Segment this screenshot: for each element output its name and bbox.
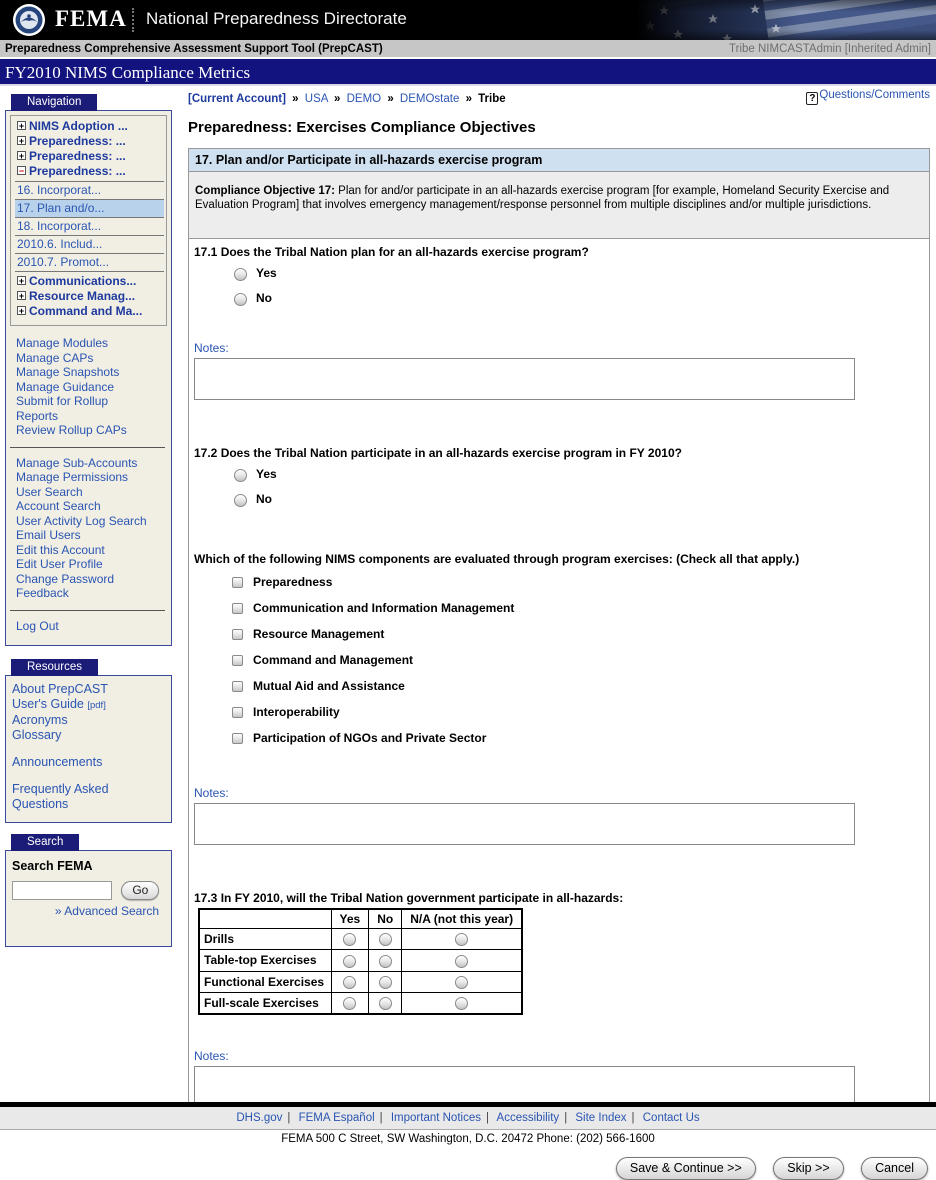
sidebar-item-reports[interactable]: Reports [16, 408, 59, 423]
compliance-objective-text: Plan for and/or participate in an all-hazards exercise program [for example, Homeland Security Exercise and Evaluation Program] that involves emergency management/response personnel from multiple disciplines and/or multiple jurisdictions. [195, 185, 890, 211]
advanced-search-link[interactable]: » Advanced Search [54, 904, 159, 918]
main-content [188, 86, 930, 1180]
compliance-objective [189, 172, 929, 239]
col-header-na: N/A (not this year) [402, 909, 522, 929]
checkbox-row [232, 704, 923, 722]
question-17-1-text: 17.1 Does the Tribal Nation plan for an all-hazards exercise program? [194, 245, 589, 259]
sidebar-item-submit-for-rollup[interactable]: Submit for Rollup [16, 394, 109, 408]
nav-tree-child-16[interactable]: 16. Incorporat... [15, 181, 164, 199]
app-title: Preparedness Comprehensive Assessment Support Tool (PrepCAST) [5, 43, 383, 55]
footer-link-notices[interactable]: Important Notices [390, 1112, 481, 1124]
table-row-fullscale [199, 992, 522, 1014]
divider [10, 447, 165, 448]
pipe-separator: | [379, 1112, 383, 1124]
sidebar-item-manage-guidance[interactable]: Manage Guidance [16, 379, 115, 394]
app-bar [0, 40, 936, 59]
row-label: Full-scale Exercises [199, 992, 331, 1014]
checkbox-label: Preparedness [253, 575, 333, 589]
nav-tree-item[interactable] [15, 274, 164, 289]
radio-drills-na[interactable] [455, 933, 468, 946]
breadcrumb-demostate[interactable]: DEMOstate [399, 93, 460, 105]
notes-label: Notes: [194, 341, 229, 355]
checkbox-label: Mutual Aid and Assistance [253, 679, 405, 693]
q17-2-option-yes [234, 467, 923, 485]
checkbox-row [232, 600, 923, 618]
sidebar-item-about-prepcast[interactable]: About PrepCAST [12, 682, 108, 696]
nav-tree-child-18[interactable]: 18. Incorporat... [15, 217, 164, 235]
all-hazards-table [198, 908, 523, 1015]
search-fema-label: Search FEMA [12, 859, 93, 873]
sidebar-item-user-activity-log-search[interactable]: User Activity Log Search [16, 513, 147, 528]
radio-fullscale-na[interactable] [455, 997, 468, 1010]
nav-tree-item-label[interactable]: Resource Manag... [29, 289, 136, 303]
nav-tree-item-label[interactable]: Command and Ma... [29, 304, 143, 318]
questions-comments-label: Questions/Comments [819, 89, 930, 101]
collapse-minus-icon[interactable]: − [18, 166, 25, 176]
question-17-3-text: 17.3 In FY 2010, will the Tribal Nation government participate in all-hazards: [194, 891, 624, 905]
nav-tree-item[interactable] [15, 304, 164, 319]
checkbox-row [232, 652, 923, 670]
footer-address: FEMA 500 C Street, SW Washington, D.C. 20472 Phone: (202) 566-1600 [0, 1130, 936, 1149]
pdf-tag: [pdf] [87, 700, 106, 711]
question-container [188, 148, 930, 1149]
sidebar-item-user-search[interactable]: User Search [16, 484, 83, 499]
checkbox-label: Communication and Information Management [253, 601, 515, 615]
dhs-seal-icon [12, 3, 46, 40]
section-header: 17. Plan and/or Participate in all-hazards exercise program [189, 149, 929, 172]
nav-links-group-1 [10, 334, 167, 442]
questions-comments-link[interactable] [806, 89, 930, 105]
table-row-functional [199, 971, 522, 992]
help-bubble-icon: ? [806, 92, 818, 105]
footer [0, 1102, 936, 1149]
sidebar-item-change-password[interactable]: Change Password [16, 571, 115, 586]
sidebar [5, 94, 172, 947]
radio-tabletop-na[interactable] [455, 955, 468, 968]
sidebar-item-users-guide[interactable] [12, 697, 167, 713]
sidebar-item-account-search[interactable]: Account Search [16, 499, 101, 513]
footer-link-espanol[interactable]: FEMA Español [298, 1112, 375, 1124]
q17-1-option-yes [234, 266, 923, 284]
nav-tree-child-17-selected[interactable]: 17. Plan and/o... [15, 199, 164, 217]
user-status: Tribe NIMCASTAdmin [Inherited Admin] [729, 43, 931, 55]
nav-tree-children [15, 181, 164, 272]
radio-tabletop-yes[interactable] [343, 955, 356, 968]
checkbox-resource-management[interactable] [232, 629, 243, 640]
nav-tree [10, 115, 167, 326]
expand-plus-icon[interactable]: + [18, 121, 25, 131]
sidebar-item-announcements[interactable]: Announcements [12, 755, 103, 769]
footer-link-contact[interactable]: Contact Us [642, 1112, 700, 1124]
q17-1-option-no [234, 291, 923, 309]
radio-yes[interactable] [234, 469, 247, 482]
sidebar-item-manage-modules[interactable]: Manage Modules [16, 336, 109, 350]
checkbox-label: Command and Management [253, 653, 414, 667]
fema-wordmark: FEMA [55, 6, 127, 31]
us-flag-image [636, 0, 936, 40]
sidebar-item-acronyms[interactable]: Acronyms [12, 713, 68, 727]
users-guide-label: User's Guide [12, 697, 84, 711]
checkbox-interoperability[interactable] [232, 707, 243, 718]
footer-link-site-index[interactable]: Site Index [575, 1112, 627, 1124]
nims-components-prompt: Which of the following NIMS components are evaluated through program exercises: (Check all that apply.) [194, 552, 800, 566]
radio-no-label: No [256, 492, 272, 506]
expand-plus-icon[interactable]: + [18, 151, 25, 161]
checkbox-row [232, 730, 923, 748]
checkbox-row [232, 626, 923, 644]
pipe-separator: | [631, 1112, 635, 1124]
nav-tree-item-label[interactable]: Preparedness: ... [29, 164, 126, 178]
search-input[interactable] [12, 881, 112, 900]
checkbox-row [232, 678, 923, 696]
radio-drills-no[interactable] [379, 933, 392, 946]
nav-tree-child-2010-7[interactable]: 2010.7. Promot... [15, 253, 164, 271]
col-header-yes: Yes [331, 909, 369, 929]
sidebar-item-log-out[interactable]: Log Out [16, 618, 59, 633]
sidebar-item-manage-snapshots[interactable]: Manage Snapshots [16, 365, 120, 379]
sidebar-item-manage-caps[interactable]: Manage CAPs [16, 350, 94, 365]
nav-tree-item-label[interactable]: Preparedness: ... [29, 134, 126, 148]
nav-links-group-2 [10, 454, 167, 605]
sidebar-item-edit-this-account[interactable]: Edit this Account [16, 542, 105, 557]
checkbox-label: Participation of NGOs and Private Sector [253, 731, 487, 745]
q17-2-option-no [234, 492, 923, 510]
row-label: Table-top Exercises [199, 950, 331, 971]
checkbox-mutual-aid[interactable] [232, 681, 243, 692]
checkbox-label: Resource Management [253, 627, 385, 641]
notes-textarea-components[interactable] [194, 803, 855, 845]
radio-yes-label: Yes [256, 266, 277, 280]
nav-tree-item[interactable] [15, 119, 164, 134]
table-corner-cell [199, 909, 331, 929]
nav-tree-child-2010-6[interactable]: 2010.6. Includ... [15, 235, 164, 253]
notes-label: Notes: [194, 1049, 229, 1064]
nav-tree-item-label[interactable]: NIMS Adoption ... [29, 119, 128, 133]
radio-drills-yes[interactable] [343, 933, 356, 946]
breadcrumb-usa[interactable]: USA [304, 93, 328, 105]
col-header-no: No [369, 909, 402, 929]
resources-panel [5, 675, 172, 823]
table-header-row [199, 909, 522, 929]
nav-tree-item-label[interactable]: Communications... [29, 274, 137, 288]
expand-plus-icon[interactable]: + [18, 276, 25, 286]
navigation-panel-title: Navigation [11, 94, 97, 111]
row-label: Drills [199, 929, 331, 950]
divider [10, 610, 165, 611]
navigation-panel [5, 110, 172, 646]
nav-tree-item[interactable] [15, 289, 164, 304]
breadcrumb-separator: » [292, 93, 299, 105]
save-continue-button[interactable]: Save & Continue >> [616, 1157, 756, 1180]
sidebar-item-edit-user-profile[interactable]: Edit User Profile [16, 557, 103, 571]
radio-fullscale-yes[interactable] [343, 997, 356, 1010]
sidebar-item-review-rollup-caps[interactable]: Review Rollup CAPs [16, 423, 127, 437]
checkbox-label: Interoperability [253, 705, 340, 719]
footer-links [0, 1107, 936, 1130]
breadcrumb-separator: » [387, 93, 394, 105]
sidebar-item-faq[interactable]: Frequently Asked Questions [12, 782, 109, 811]
radio-fullscale-no[interactable] [379, 997, 392, 1010]
radio-tabletop-no[interactable] [379, 955, 392, 968]
nav-tree-item-label[interactable]: Preparedness: ... [29, 149, 126, 163]
breadcrumb-separator: » [334, 93, 341, 105]
radio-yes-label: Yes [256, 467, 277, 481]
nav-tree-item[interactable] [15, 134, 164, 149]
radio-no[interactable] [234, 494, 247, 507]
resources-panel-title: Resources [11, 659, 98, 676]
checkbox-row [232, 574, 923, 592]
nav-links-group-3 [10, 617, 167, 638]
sidebar-item-glossary[interactable]: Glossary [12, 728, 62, 742]
radio-no[interactable] [234, 293, 247, 306]
breadcrumb-current-account[interactable]: [Current Account] [188, 93, 286, 105]
table-row-drills [199, 929, 522, 950]
expand-plus-icon[interactable]: + [18, 306, 25, 316]
breadcrumb-separator: » [465, 93, 472, 105]
cancel-button[interactable]: Cancel [861, 1157, 928, 1180]
expand-plus-icon[interactable]: + [18, 136, 25, 146]
breadcrumb-demo[interactable]: DEMO [346, 93, 382, 105]
pipe-separator: | [485, 1112, 489, 1124]
masthead-divider [132, 8, 134, 32]
skip-button[interactable]: Skip >> [773, 1157, 843, 1180]
breadcrumb-current-tribe: Tribe [478, 93, 506, 105]
checkbox-ngo-participation[interactable] [232, 733, 243, 744]
breadcrumb [188, 89, 930, 105]
sidebar-item-manage-permissions[interactable]: Manage Permissions [16, 470, 129, 484]
sidebar-item-manage-sub-accounts[interactable]: Manage Sub-Accounts [16, 455, 138, 470]
checkbox-preparedness[interactable] [232, 577, 243, 588]
radio-functional-na[interactable] [455, 976, 468, 989]
directorate-title: National Preparedness Directorate [146, 9, 407, 28]
notes-textarea-17-1[interactable] [194, 358, 855, 400]
go-button[interactable]: Go [121, 881, 159, 900]
radio-yes[interactable] [234, 268, 247, 281]
radio-functional-no[interactable] [379, 976, 392, 989]
search-panel-title: Search [11, 834, 79, 851]
radio-no-label: No [256, 291, 272, 305]
table-row-tabletop [199, 950, 522, 971]
page-title: Preparedness: Exercises Compliance Objectives [188, 119, 536, 136]
pipe-separator: | [287, 1112, 291, 1124]
checkbox-communication[interactable] [232, 603, 243, 614]
question-body [189, 239, 929, 1148]
masthead [0, 0, 936, 40]
radio-functional-yes[interactable] [343, 976, 356, 989]
nav-tree-item-expanded[interactable] [15, 164, 164, 179]
checkbox-command-management[interactable] [232, 655, 243, 666]
page-banner [0, 59, 936, 86]
pipe-separator: | [564, 1112, 568, 1124]
sidebar-item-email-users[interactable]: Email Users [16, 528, 81, 542]
compliance-objective-label: Compliance Objective 17: [195, 185, 335, 197]
page-banner-title: FY2010 NIMS Compliance Metrics [5, 63, 251, 82]
question-17-2-text: 17.2 Does the Tribal Nation participate in an all-hazards exercise program in FY 2010? [194, 446, 682, 460]
search-panel [5, 850, 172, 947]
nav-tree-item[interactable] [15, 149, 164, 164]
expand-plus-icon[interactable]: + [18, 291, 25, 301]
sidebar-item-feedback[interactable]: Feedback [16, 586, 69, 600]
footer-link-dhs[interactable]: DHS.gov [236, 1112, 283, 1124]
footer-link-accessibility[interactable]: Accessibility [496, 1112, 560, 1124]
action-buttons [188, 1157, 928, 1180]
row-label: Functional Exercises [199, 971, 331, 992]
notes-label: Notes: [194, 786, 229, 800]
